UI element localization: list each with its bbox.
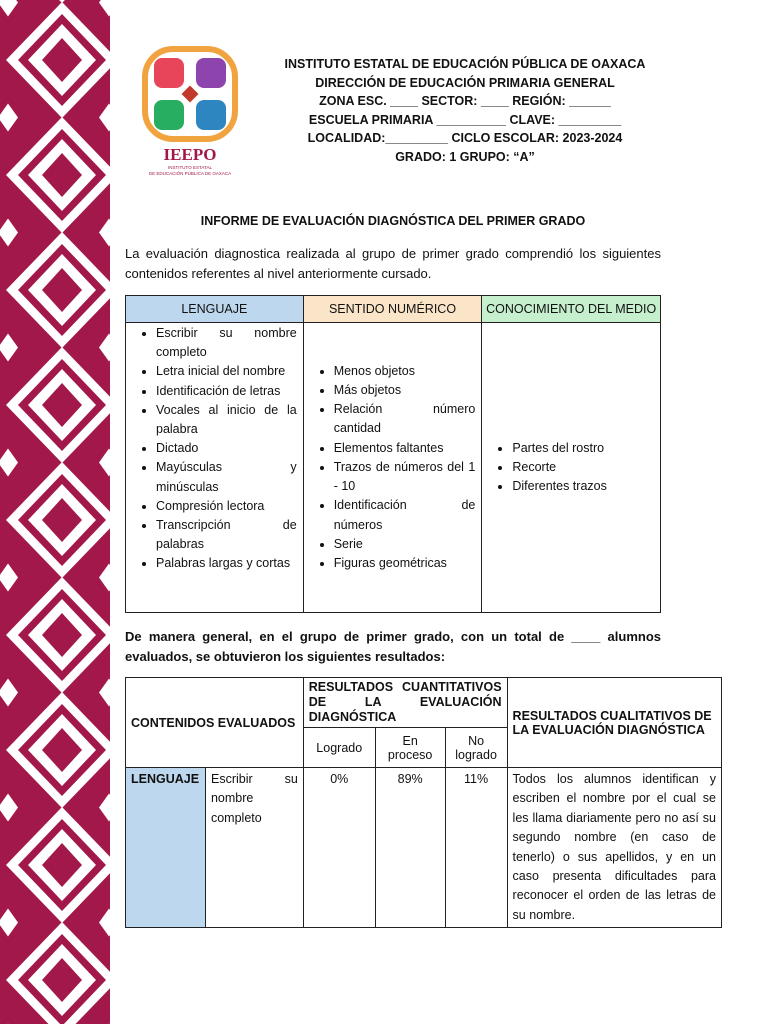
intro-paragraph: La evaluación diagnostica realizada al grupo de primer grado comprendió los siguientes contenidos referentes al nivel anteriormente cursado.: [125, 246, 661, 281]
list-sentido-numerico: [304, 362, 482, 573]
list-item: • Identificación de letras: [156, 382, 297, 401]
list-conocimiento-medio: [482, 439, 660, 497]
header-grade: GRADO: 1 GRUPO: “A”: [395, 149, 535, 164]
list-item: • Identificación de números: [334, 496, 476, 534]
list-lenguaje: [126, 324, 303, 574]
row-comment: Todos los alumnos identifican y escriben el nombre por el cual se les llama diariamente pero no así su segundo nombre (en caso de tenerlo) o sus apellidos, y en un caso presenta dificultades para reconocer el orden de las letras de su nombre.: [507, 768, 721, 928]
list-item: • Palabras largas y cortas: [156, 554, 297, 573]
ieepo-logo: [140, 44, 240, 176]
header-school: ESCUELA PRIMARIA __________ CLAVE: _________: [308, 112, 622, 127]
list-item: • Escribir su nombre completo: [156, 324, 297, 362]
list-item: • Mayúsculas y minúsculas: [156, 458, 297, 496]
list-item: • Serie: [334, 535, 476, 554]
list-item: • Trazos de números del 1 - 10: [334, 458, 476, 496]
header-contenidos-evaluados: CONTENIDOS EVALUADOS: [126, 678, 304, 768]
header-logrado: Logrado: [303, 728, 375, 768]
decorative-border-pattern: [0, 0, 113, 1024]
header-institute: INSTITUTO ESTATAL DE EDUCACIÓN PÚBLICA DE OAXACA: [284, 57, 646, 71]
header-resultados-cuantitativos: RESULTADOS CUANTITATIVOS DE LA EVALUACIÓN DIAGNÓSTICA: [303, 678, 507, 728]
list-item: • Relación número cantidad: [334, 400, 476, 438]
list-item: • Dictado: [156, 439, 297, 458]
logo-subtitle-1: INSTITUTO ESTATAL: [168, 165, 212, 170]
list-item: • Letra inicial del nombre: [156, 362, 297, 381]
results-lead-paragraph: De manera general, en el grupo de primer grado, con un total de ____ alumnos evaluados, se obtuvieron los siguientes resultados:: [125, 629, 661, 664]
results-table: [125, 677, 722, 928]
list-item: • Vocales al inicio de la palabra: [156, 401, 297, 439]
document-header: [260, 55, 670, 167]
header-direction: DIRECCIÓN DE EDUCACIÓN PRIMARIA GENERAL: [315, 75, 615, 90]
list-item: • Menos objetos: [334, 362, 476, 381]
contents-table: [125, 295, 661, 613]
header-sentido-numerico: SENTIDO NUMÉRICO: [303, 296, 482, 323]
row-logrado: 0%: [303, 768, 375, 928]
row-content: Escribir su nombre completo: [205, 768, 303, 928]
list-item: • Transcripción de palabras: [156, 516, 297, 554]
list-item: • Partes del rostro: [512, 439, 654, 458]
report-title: INFORME DE EVALUACIÓN DIAGNÓSTICA DEL PRIMER GRADO: [200, 214, 586, 228]
list-item: • Recorte: [512, 458, 654, 477]
logo-name: IEEPO: [163, 145, 217, 164]
list-item: • Compresión lectora: [156, 497, 297, 516]
header-locality: LOCALIDAD:_________ CICLO ESCOLAR: 2023-2024: [307, 131, 623, 146]
header-en-proceso: En proceso: [375, 728, 445, 768]
list-item: • Más objetos: [334, 381, 476, 400]
logo-subtitle-2: DE EDUCACIÓN PÚBLICA DE OAXACA: [148, 171, 232, 176]
header-lenguaje: LENGUAJE: [126, 296, 304, 323]
header-conocimiento-medio: CONOCIMIENTO DEL MEDIO: [482, 296, 661, 323]
list-item: • Elementos faltantes: [334, 439, 476, 458]
list-item: • Figuras geométricas: [334, 554, 476, 573]
header-no-logrado: No logrado: [445, 728, 507, 768]
header-zone: ZONA ESC. ____ SECTOR: ____ REGIÓN: ______: [319, 94, 611, 109]
row-no-logrado: 11%: [445, 768, 507, 928]
row-en-proceso: 89%: [375, 768, 445, 928]
list-item: • Diferentes trazos: [512, 477, 654, 496]
header-resultados-cualitativos: RESULTADOS CUALITATIVOS DE LA EVALUACIÓN DIAGNÓSTICA: [507, 678, 721, 768]
row-area: LENGUAJE: [126, 768, 206, 928]
